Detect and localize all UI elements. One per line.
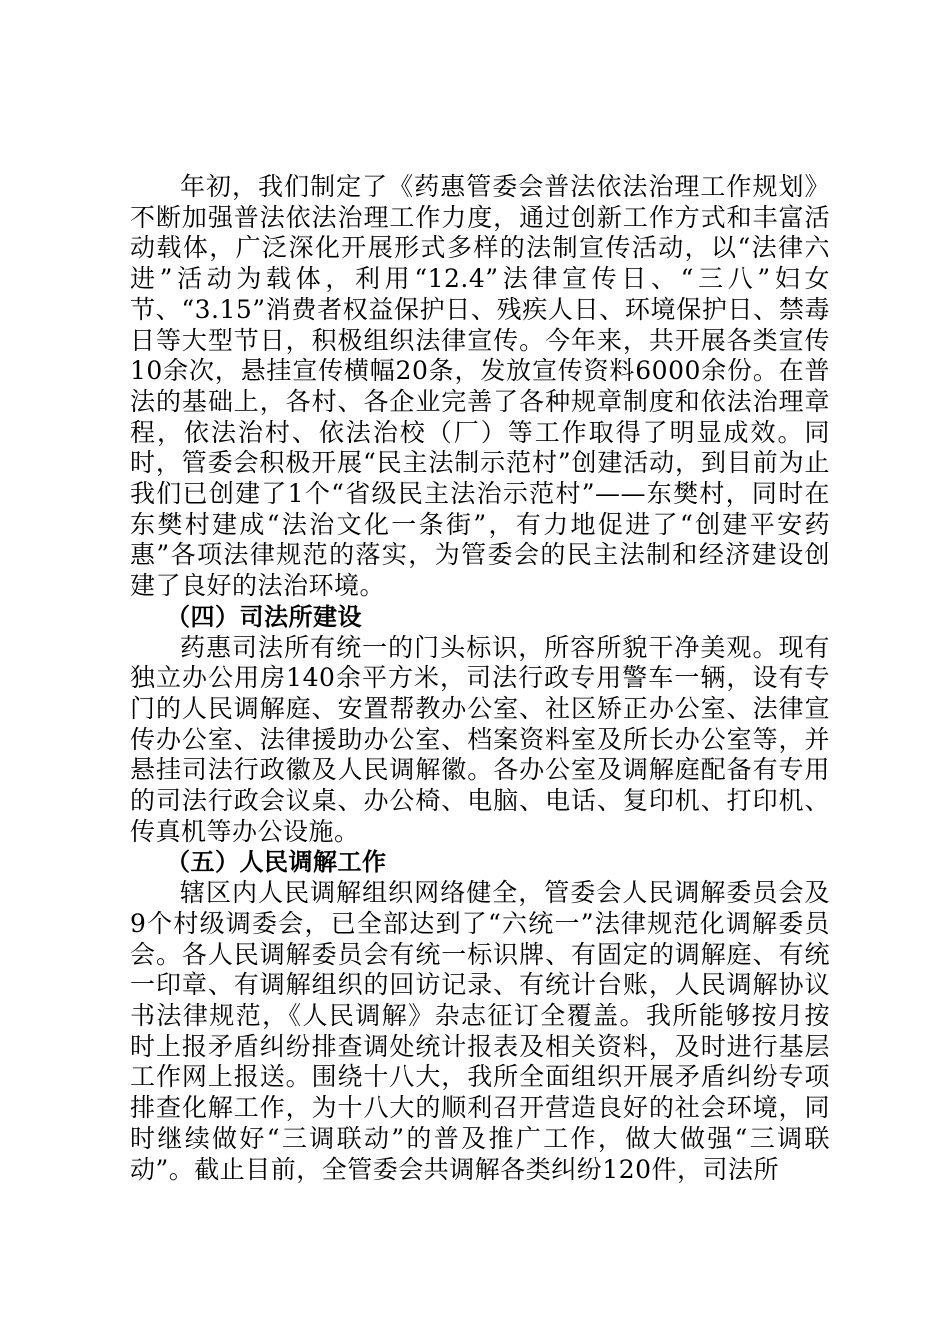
- document-body: [130, 172, 830, 1185]
- paragraph-judicial-office: 药惠司法所有统一的门头标识，所容所貌干净美观。现有独立办公用房140余平方米，司法行政专用警车一辆，设有专门的人民调解庭、安置帮教办公室、社区矫正办公室、法律宣传办公室、法律援助办公室、档案资料室及所长办公室等，并悬挂司法行政徽及人民调解徽。各办公室及调解庭配备有专用的司法行政会议桌、办公椅、电脑、电话、复印机、打印机、传真机等办公设施。: [130, 632, 830, 846]
- section-heading-mediation: （五）人民调解工作: [166, 848, 387, 877]
- paragraph-legal-publicity: 年初，我们制定了《药惠管委会普法依法治理工作规划》不断加强普法依法治理工作力度，通过创新工作方式和丰富活动载体，广泛深化开展形式多样的法制宣传活动，以“法律六进”活动为载体，利用“12.4”法律宣传日、“三八”妇女节、“3.15”消费者权益保护日、残疾人日、环境保护日、禁毒日等大型节日，积极组织法律宣传。今年来，共开展各类宣传10余次，悬挂宣传横幅20条，发放宣传资料6000余份。在普法的基础上，各村、各企业完善了各种规章制度和依法治理章程，依法治村、依法治校（厂）等工作取得了明显成效。同时，管委会积极开展“民主法制示范村”创建活动，到目前为止我们已创建了1个“省级民主法治示范村”——东樊村，同时在东樊村建成“法治文化一条街”，有力地促进了“创建平安药惠”各项法律规范的落实，为管委会的民主法制和经济建设创建了良好的法治环境。: [130, 172, 830, 601]
- section-heading-judicial-office: （四）司法所建设: [166, 602, 362, 631]
- paragraph-mediation: 辖区内人民调解组织网络健全，管委会人民调解委员会及9个村级调委会，已全部达到了“六统一”法律规范化调解委员会。各人民调解委员会有统一标识牌、有固定的调解庭、有统一印章、有调解组织的回访记录、有统计台账，人民调解协议书法律规范，《人民调解》杂志征订全覆盖。我所能够按月按时上报矛盾纠纷排查调处统计报表及相关资料，及时进行基层工作网上报送。围绕十八大，我所全面组织开展矛盾纠纷专项排查化解工作，为十八大的顺利召开营造良好的社会环境，同时继续做好“三调联动”的普及推广工作，做大做强“三调联动”。截止目前，全管委会共调解各类纠纷120件，司法所: [130, 878, 830, 1184]
